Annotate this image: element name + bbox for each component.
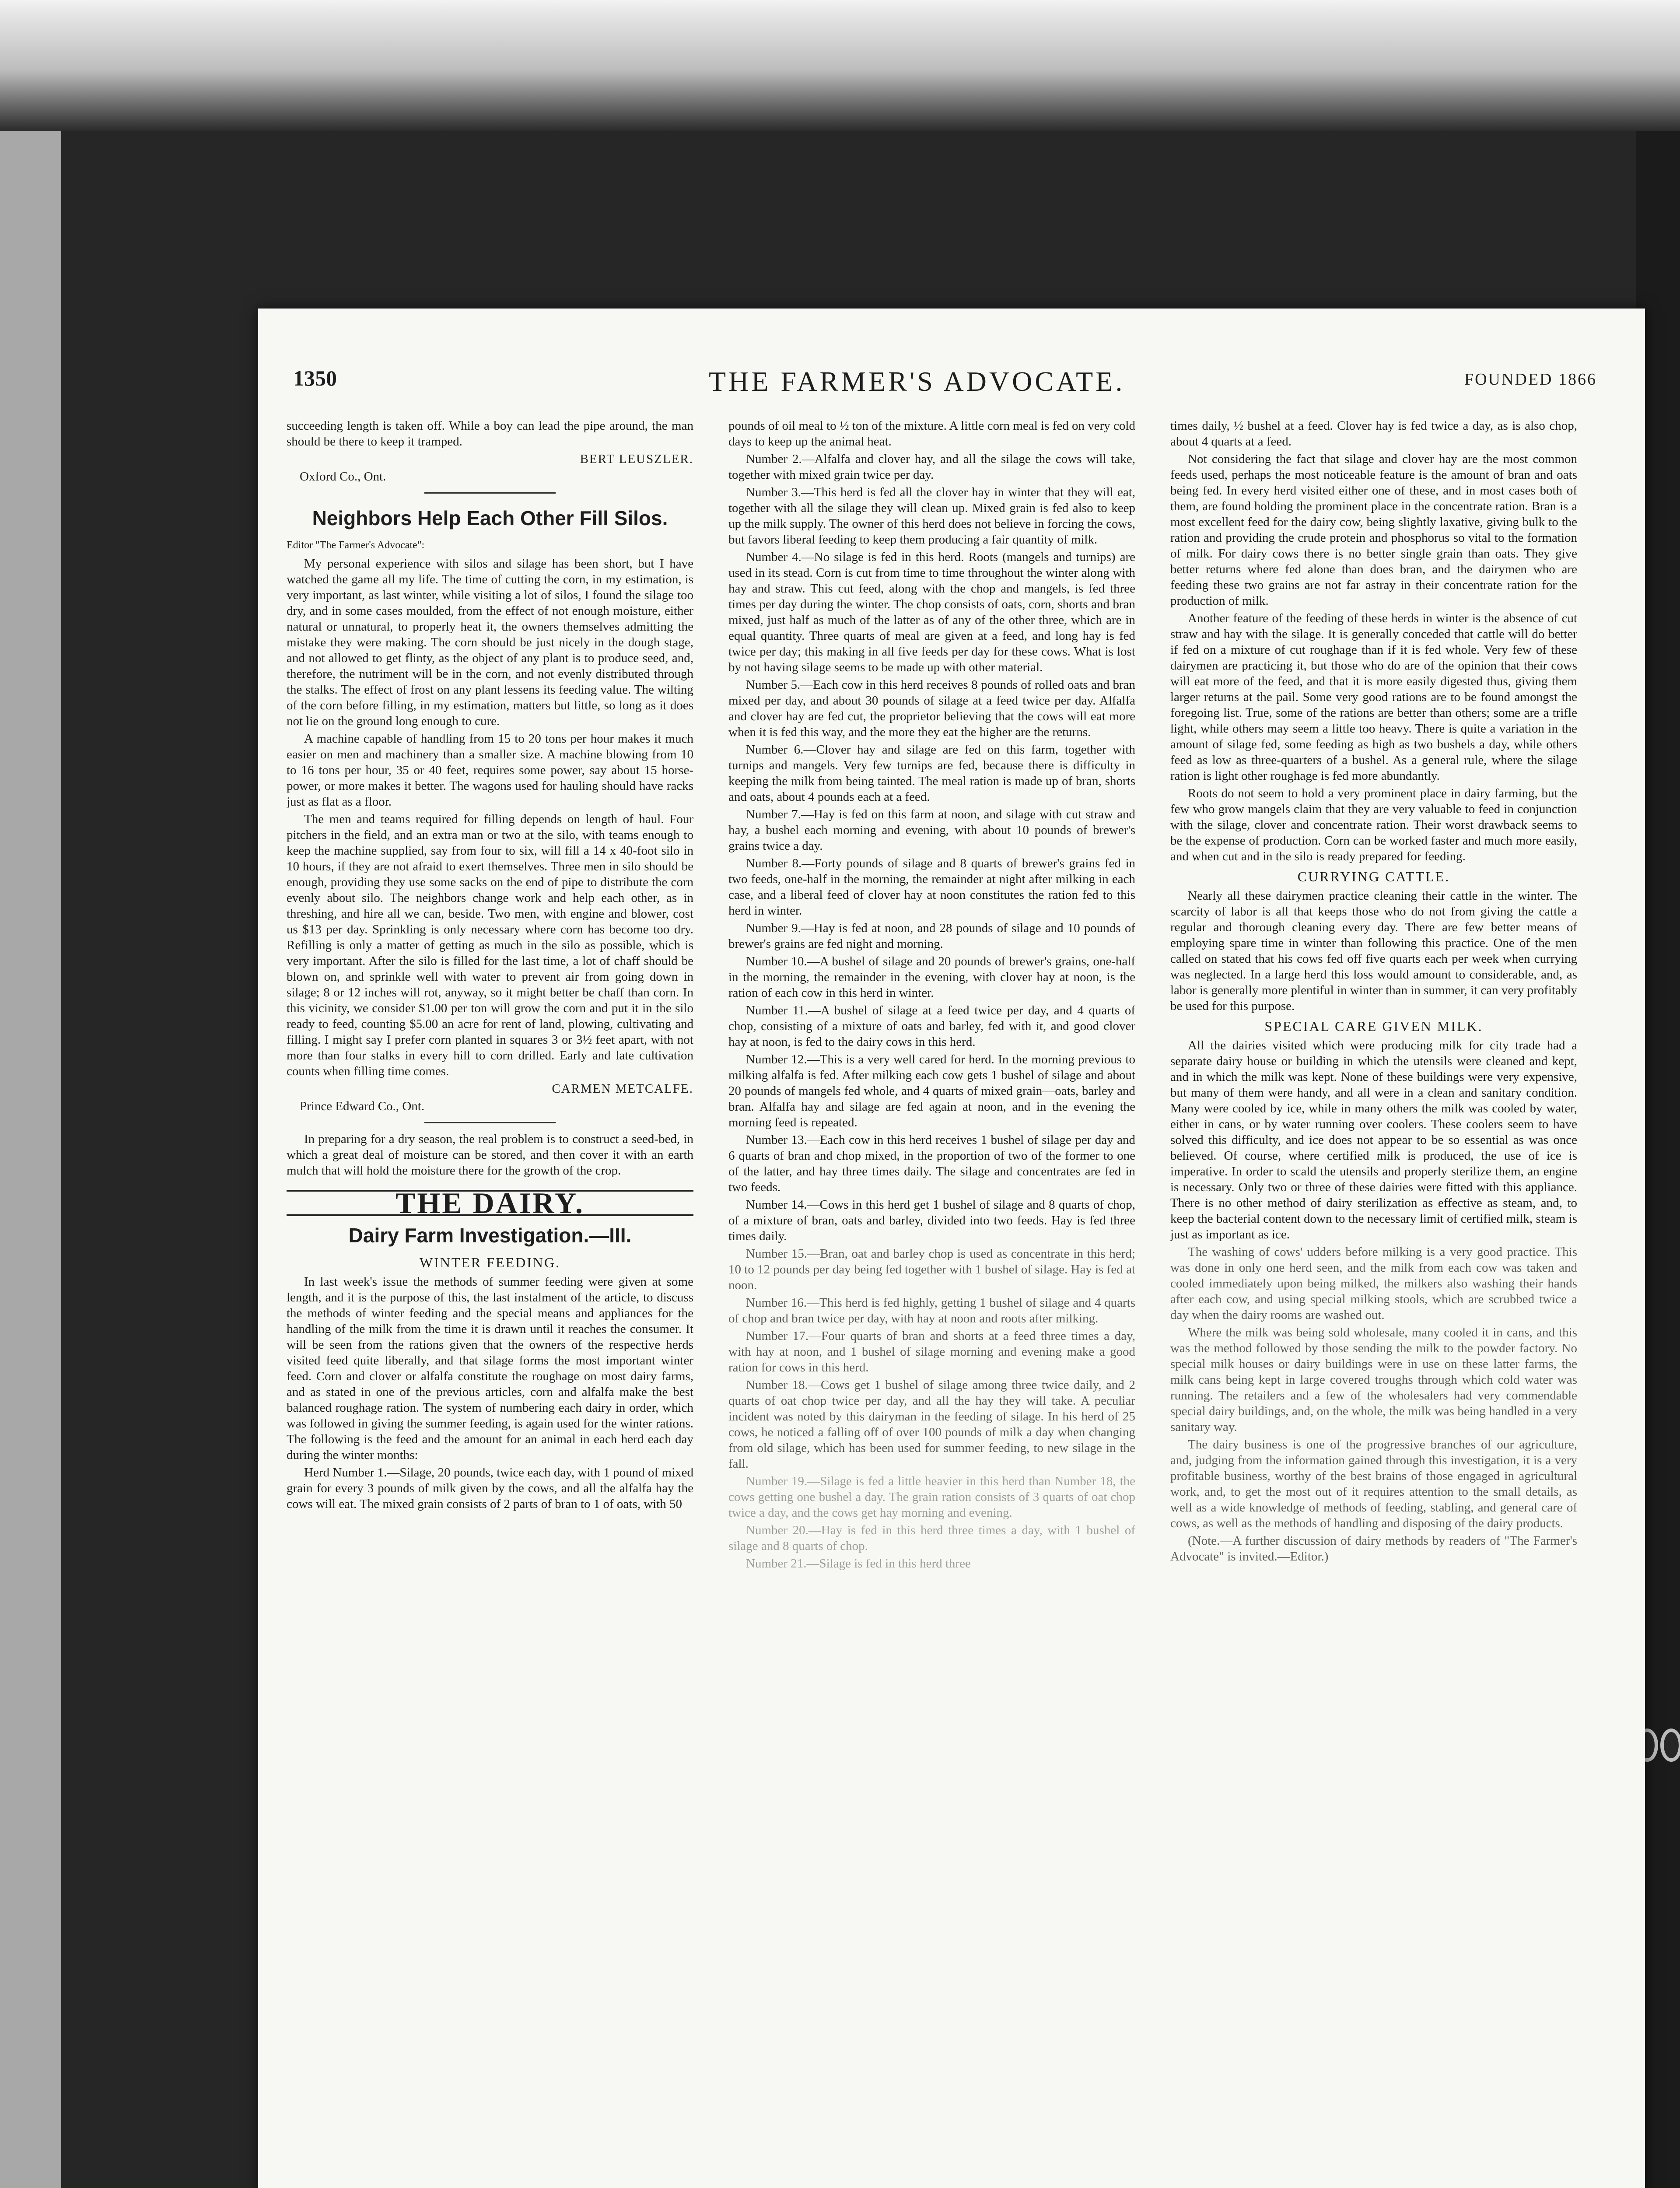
section-subheading: SPECIAL CARE GIVEN MILK. (1264, 1018, 1483, 1034)
page-number: 1350 (293, 366, 337, 390)
paragraph: (Note.—A further discussion of dairy methods by readers of "The Farmer's Advocate" is invited.—Editor.) (1170, 1534, 1577, 1564)
paragraph: Herd Number 1.—Silage, 20 pounds, twice each day, with 1 pound of mixed grain for every 3 pounds of milk given by the cows, and all the alfalfa hay the cows will eat. The mixed grain consists of 2 parts of bran to 1 of oats, with 50 (287, 1466, 693, 1511)
paragraph: Number 7.—Hay is fed on this farm at noon, and silage with cut straw and hay, a bushel each morning and evening, with about 10 pounds of brewer's grains twice a day. (728, 807, 1135, 853)
paragraph: All the dairies visited which were producing milk for city trade had a separate dairy house or building in which the utensils were cleaned and kept, and in which the milk was kept. None of these buildings were very expensive, but many of them were handy, and all were in a clean and sanitary condition. Many were cooled by ice, while in many others the milk was cooled by water, either in cans, or by water running over coolers. These coolers seem to have solved this difficulty, and ice does not appear to be so essential as was once believed. Of course, where certified milk is produced, the use of ice is imperative. In order to scald the utensils and properly sterilize them, an engine is necessary. Only two or three of these dairies were fitted with this appliance. There is no other method of dairy sterilization as effective as steam, and, to keep the bacterial content down to the necessary limit of certified milk, steam is just as important as ice. (1170, 1038, 1577, 1241)
paragraph: Where the milk was being sold wholesale, many cooled it in cans, and this was the method followed by those sending the milk to the powder factory. No special milk houses or dairy buildings were in use on these latter farms, the milk cans being kept in large covered troughs through which cold water was running. The retailers and a few of the wholesalers had very commendable special dairy buildings, and, on the whole, the milk was being handled in a very sanitary way. (1170, 1325, 1577, 1434)
paragraph: Nearly all these dairymen practice cleaning their cattle in the winter. The scarcity of labor is all that keeps those who do not from giving the cattle a regular and thorough cleaning every day. There are few better means of employing spare time in winter than following this practice. One of the men called on stated that his cows fed off five quarts each per week when currying was neglected. In a large herd this loss would amount to considerable, and, as labor is generally more plentiful in winter than in summer, it can very profitably be used for this purpose. (1170, 889, 1577, 1013)
paragraph: pounds of oil meal to ½ ton of the mixture. A little corn meal is fed on very cold days to keep up the animal heat. (728, 419, 1135, 449)
column-2 (728, 418, 1135, 2188)
paragraph: Number 14.—Cows in this herd get 1 bushel of silage and 8 quarts of chop, of a mixture of bran, oats and barley, divided into two feeds. Hay is fed three times daily. (728, 1198, 1135, 1243)
paragraph: Number 2.—Alfalfa and clover hay, and all the silage the cows will take, together with mixed grain twice per day. (728, 452, 1135, 482)
section-subheading: CURRYING CATTLE. (1297, 869, 1450, 884)
paragraph: The washing of cows' udders before milking is a very good practice. This was done in only one herd seen, and the milk from each cow was taken and cooled immediately upon being milked, the milkers also washing their hands after each cow, and using special milking stools, which are scrubbed twice a day when the dairy rooms are washed out. (1170, 1245, 1577, 1322)
paragraph: Number 3.—This herd is fed all the clover hay in winter that they will eat, together with all the silage they will clean up. Mixed grain is fed also to keep up the milk supply. The owner of this herd does not believe in forcing the cows, but favors liberal feeding to keep them producing a fair quantity of milk. (728, 485, 1135, 547)
paragraph: My personal experience with silos and silage has been short, but I have watched the game all my life. The time of cutting the corn, in my estimation, is very important, as last winter, while visiting a lot of silos, I found the silage too dry, and in some cases moulded, from the effect of not enough moisture, either natural or unnatural, to properly heat it, the owners themselves admitting the mistake they were making. The corn should be just nicely in the dough stage, and not allowed to get flinty, as the object of any plant is to produce seed, and, therefore, the nutriment will be in the corn, and not evenly distributed through the stalks. The effect of frost on any plant lessens its feeding value. The wilting of the corn before filling, in my estimation, matters but little, so long as it does not lie on the ground long enough to cure. (287, 557, 693, 728)
paragraph: Number 16.—This herd is fed highly, getting 1 bushel of silage and 4 quarts of chop and bran twice per day, with hay at noon and roots after milking. (728, 1296, 1135, 1325)
column-3 (1170, 418, 1577, 2188)
paragraph: Number 5.—Each cow in this herd receives 8 pounds of rolled oats and bran mixed per day, and about 30 pounds of silage at a feed twice per day. Alfalfa and clover hay are fed cut, the proprietor believing that the cows will eat more when it is fed this way, and the more they eat the higher are the returns. (728, 678, 1135, 739)
article-heading: Neighbors Help Each Other Fill Silos. (312, 507, 668, 529)
section-banner: THE DAIRY. (287, 1190, 693, 1216)
paragraph: times daily, ½ bushel at a feed. Clover hay is fed twice a day, as is also chop, about 4 quarts at a feed. (1170, 419, 1577, 449)
article-subheading: WINTER FEEDING. (419, 1255, 561, 1270)
paragraph: Another feature of the feeding of these herds in winter is the absence of cut straw and hay with the silage. It is generally conceded that cattle will do better if fed on a mixture of cut roughage than if it is fed whole. Very few of these dairymen are practicing it, but those who do are of the opinion that their cows will eat more of the feed, and that it is more easily digested thus, giving them larger returns at the pail. Some very good rations are to be found amongst the foregoing list. True, some of the rations are better than others; some are a trifle light, while others may seem a little too heavy. There is quite a variation in the amount of silage fed, some feeding as high as two bushels a day, while others feed as low as three-quarters of a bushel. As a general rule, where the silage ration is light other roughage is fed more abundantly. (1170, 611, 1577, 783)
newspaper-page (258, 309, 1645, 2188)
paragraph: Number 9.—Hay is fed at noon, and 28 pounds of silage and 10 pounds of brewer's grains are fed night and morning. (728, 921, 1135, 951)
paragraph: Number 10.—A bushel of silage and 20 pounds of brewer's grains, one-half in the morning, the remainder in the evening, with clover hay at noon, is the ration of each cow in this herd in winter. (728, 954, 1135, 1000)
binding-hole-icon (1660, 1729, 1680, 1762)
paragraph: In preparing for a dry season, the real problem is to construct a seed-bed, in which a great deal of moisture can be stored, and then cover it with an earth mulch that will hold the moisture there for the growth of the crop. (287, 1132, 693, 1178)
signature: BERT LEUSZLER. (580, 452, 693, 466)
paragraph: succeeding length is taken off. While a boy can lead the pipe around, the man should be there to keep it tramped. (287, 419, 693, 449)
editor-line: Editor "The Farmer's Advocate": (287, 540, 425, 551)
paragraph: Number 13.—Each cow in this herd receives 1 bushel of silage per day and 6 quarts of bran and chop mixed, in the proportion of two of the former to one of the latter, and hay three times daily. The silage and concentrates are fed in two feeds. (728, 1133, 1135, 1194)
founded-date: FOUNDED 1866 (1464, 370, 1597, 389)
place: Prince Edward Co., Ont. (300, 1099, 425, 1113)
paragraph: Not considering the fact that silage and clover hay are the most common feeds used, perhaps the most noticeable feature is the amount of bran and oats being fed. In every herd visited either one of these, and in most cases both of them, are found holding the prominent place in the concentrate ration. Bran is a most excellent feed for the dairy cow, being slightly laxative, giving bulk to the ration and providing the crude protein and phosphorus so vital to the formation of milk. For dairy cows there is no better single grain than oats. They give better returns where fed alone than does bran, and the dairymen who are feeding these two grains are not far astray in their concentrate ration for the production of milk. (1170, 452, 1577, 608)
paragraph: Number 18.—Cows get 1 bushel of silage among three twice daily, and 2 quarts of oat chop twice per day, and all the hay they will take. A peculiar incident was noted by this dairyman in the feeding of silage. In his herd of 25 cows, he noticed a falling off of over 100 pounds of milk a day when changing from old silage, which has been used for summer feeding, to new silage in the fall. (728, 1378, 1135, 1471)
paragraph: The dairy business is one of the progressive branches of our agriculture, and, judging from the information gained through this investigation, it is a very profitable business, worthy of the best brains of those engaged in agricultural work, and, to get the most out of it requires attention to the small details, as well as a wide knowledge of methods of feeding, stabling, and general care of cows, as well as the methods of handling and disposing of the dairy products. (1170, 1438, 1577, 1530)
paragraph: Number 6.—Clover hay and silage are fed on this farm, together with turnips and mangels. Very few turnips are fed, because there is difficulty in keeping the milk from being tainted. The meal ration is made up of bran, shorts and oats, about 4 pounds each at a feed. (728, 743, 1135, 804)
place: Oxford Co., Ont. (300, 470, 386, 484)
divider (424, 1122, 556, 1123)
page-header (293, 365, 1597, 396)
paragraph: Number 20.—Hay is fed in this herd three times a day, with 1 bushel of silage and 8 quarts of chop. (728, 1523, 1135, 1553)
paragraph: Number 11.—A bushel of silage at a feed twice per day, and 4 quarts of chop, consisting of a mixture of oats and barley, fed with it, and good clover hay at noon, is fed to the dairy cows in this herd. (728, 1003, 1135, 1049)
paragraph: Number 15.—Bran, oat and barley chop is used as concentrate in this herd; 10 to 12 pounds per day being fed together with 1 bushel of silage. Hay is fed at noon. (728, 1247, 1135, 1292)
article-heading: Dairy Farm Investigation.—III. (348, 1224, 632, 1247)
column-1 (287, 418, 693, 2188)
divider (424, 492, 556, 494)
masthead: THE FARMER'S ADVOCATE. (709, 366, 1125, 397)
paragraph: A machine capable of handling from 15 to 20 tons per hour makes it much easier on men and machinery than a smaller size. A machine blowing from 10 to 16 tons per hour, 35 or 40 feet, requires some power, say about 15 horse-power, or more makes it better. The wagons used for hauling should have racks just as flat as a floor. (287, 732, 693, 809)
paragraph: Number 17.—Four quarts of bran and shorts at a feed three times a day, with hay at noon, and 1 bushel of silage morning and evening make a good ration for cows in this herd. (728, 1329, 1135, 1375)
scanner-top-margin (0, 0, 1680, 131)
paragraph: Number 12.—This is a very well cared for herd. In the morning previous to milking alfalfa is fed. After milking each cow gets 1 bushel of silage and about 20 pounds of mangels fed whole, and 4 quarts of mixed grain—oats, barley and bran. Alfalfa hay and silage are fed again at noon, and in the evening the morning feed is repeated. (728, 1052, 1135, 1129)
paragraph: Number 8.—Forty pounds of silage and 8 quarts of brewer's grains fed in two feeds, one-half in the morning, the remainder at night after milking in each case, and a liberal feed of clover hay at noon constitutes the ration fed to this herd in winter. (728, 856, 1135, 918)
scanner-left-margin (0, 131, 61, 2188)
signature: CARMEN METCALFE. (552, 1082, 693, 1096)
paragraph: Roots do not seem to hold a very prominent place in dairy farming, but the few who grow mangels claim that they are very valuable to feed in conjunction with the silage, clover and concentrate ration. Their worst drawback seems to be the expense of production. Corn can be worked faster and much more easily, and when cut and in the silo is ready prepared for feeding. (1170, 786, 1577, 863)
paragraph: Number 19.—Silage is fed a little heavier in this herd than Number 18, the cows getting one bushel a day. The grain ration consists of 3 quarts of oat chop twice a day, and the cows get hay morning and evening. (728, 1474, 1135, 1520)
paragraph: Number 21.—Silage is fed in this herd three (746, 1557, 971, 1571)
paragraph: In last week's issue the methods of summer feeding were given at some length, and it is the purpose of this, the last instalment of the article, to discuss the methods of winter feeding and the special means and appliances for the handling of the milk from the time it is drawn until it reaches the consumer. It will be seen from the rations given that the owners of the respective herds visited feed quite liberally, and that silage forms the most important winter feed. Corn and clover or alfalfa constitute the roughage on most dairy farms, and as stated in one of the previous articles, corn and alfalfa make the best balanced roughage ration. The system of numbering each dairy in order, which was followed in giving the summer feeding, is again used for the winter rations. The following is the feed and the amount for an animal in each herd each day during the winter months: (287, 1275, 693, 1462)
paragraph: The men and teams required for filling depends on length of haul. Four pitchers in the field, and an extra man or two at the silo, with teams enough to keep the machine supplied, say from four to six, will fill a 14 x 40-foot silo in 10 hours, if they are not afraid to exert themselves. Three men in silo should be enough, providing they use some sacks on the end of pipe to distribute the corn evenly about silo. The neighbors change work and help each other, as in threshing, and hire all we can, beside. Two men, with engine and blower, cost us $13 per day. Sprinkling is only necessary where corn has become too dry. Refilling is only a matter of getting as much in the silo as possible, which is very important. After the silo is filled for the last time, a lot of chaff should be blown on, and sprinkle well with water to prevent air from going down in silage; 8 or 12 inches will rot, anyway, so it might better be chaff than corn. In this vicinity, we consider $1.00 per ton will grow the corn and put it in the silo ready to feed, counting $5.00 an acre for rent of land, plowing, cultivating and filling. I might say I prefer corn planted in squares 3 or 3½ feet apart, with not more than four stalks in every hill to corn drilled. Early and late cultivation counts when filling time comes. (287, 812, 693, 1078)
paragraph: Number 4.—No silage is fed in this herd. Roots (mangels and turnips) are used in its stead. Corn is cut from time to time throughout the winter along with hay and straw. This cut feed, along with the chop and mangels, is fed three times per day during the winter. The chop consists of oats, corn, shorts and bran mixed, just half as much of the latter as of any of the other three, which are in equal quantity. Three quarts of meal are given at a feed, and long hay is fed twice per day; this making in all five feeds per day for these cows. What is lost by not having silage seems to be made up with other material. (728, 550, 1135, 674)
